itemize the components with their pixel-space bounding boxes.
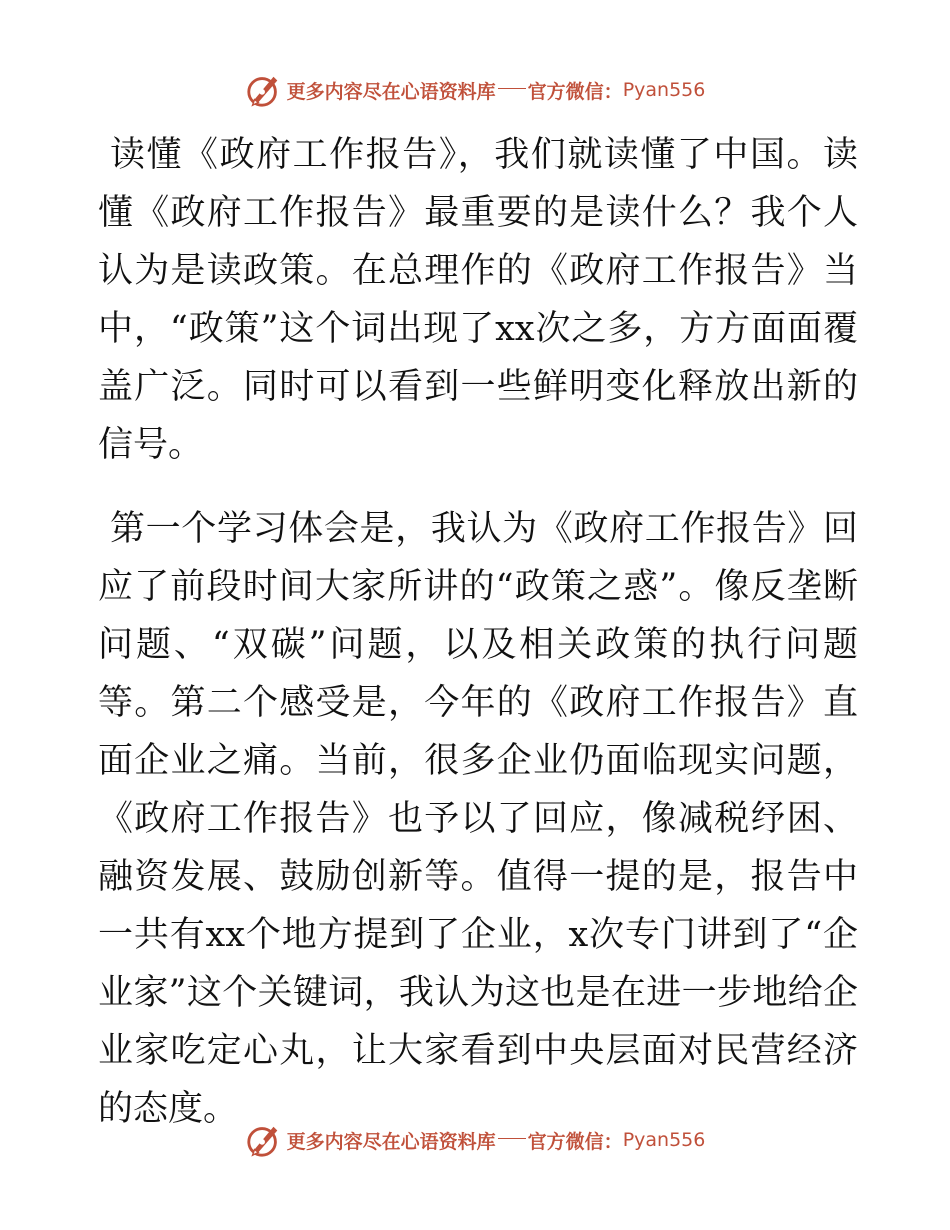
footer-contact-label: 官方微信： (527, 1130, 623, 1153)
pen-logo-icon (245, 1121, 283, 1159)
footer-brand-text: 更多内容尽在心语资料库 (286, 1130, 496, 1153)
footer-dash (498, 1138, 526, 1139)
header-dash (498, 88, 526, 89)
paragraph-1: 读懂《政府工作报告》，我们就读懂了中国。读懂《政府工作报告》最重要的是读什么？我个人认为是读政策。在总理作的《政府工作报告》当中，“政策”这个词出现了xx次之多，方方面面覆盖广泛。同时可以看到一些鲜明变化释放出新的信号。 (98, 135, 858, 465)
header-brand-text: 更多内容尽在心语资料库 (286, 80, 496, 103)
document-body (98, 126, 858, 1138)
header-contact-id: Pyan556 (622, 79, 706, 101)
header-banner (0, 70, 950, 110)
header-contact-label: 官方微信： (527, 80, 623, 103)
footer-banner (0, 1120, 950, 1160)
pen-logo-icon (245, 71, 283, 109)
paragraph-2: 第一个学习体会是，我认为《政府工作报告》回应了前段时间大家所讲的“政策之惑”。像反垄断问题、“双碳”问题，以及相关政策的执行问题等。第二个感受是，今年的《政府工作报告》直面企业之痛。当前，很多企业仍面临现实问题，《政府工作报告》也予以了回应，像减税纾困、融资发展、鼓励创新等。值得一提的是，报告中一共有xx个地方提到了企业，x次专门讲到了“企业家”这个关键词，我认为这也是在进一步地给企业家吃定心丸，让大家看到中央层面对民营经济的态度。 (98, 509, 858, 1129)
footer-contact-id: Pyan556 (622, 1129, 706, 1151)
